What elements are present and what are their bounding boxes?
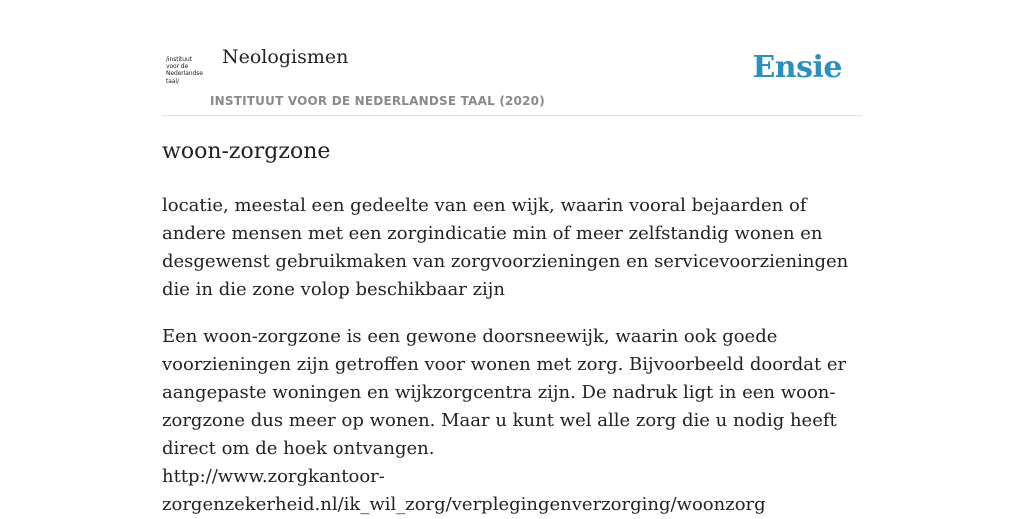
ensie-logo[interactable]: Ensie xyxy=(752,50,842,85)
source-subtitle: INSTITUUT VOOR DE NEDERLANDSE TAAL (2020) xyxy=(210,94,545,108)
example xyxy=(162,323,862,519)
ivdnt-logo[interactable] xyxy=(166,56,208,90)
definition: locatie, meestal een gedeelte van een wijk, waarin vooral bejaarden of andere mensen met een zorgindicatie min of meer zelfstandig wonen en desgewenst gebruikmaken van zorgvoorzieningen en servicevoorzieningen die in die zone volop beschikbaar zijn xyxy=(162,195,849,300)
logo-line: taal/ xyxy=(166,77,179,85)
logo-line: voor de xyxy=(166,63,189,71)
logo-line: /instituut xyxy=(166,56,192,63)
example-text: Een woon-zorgzone is een gewone doorsneewijk, waarin ook goede voorzieningen zijn getroffen voor wonen met zorg. Bijvoorbeeld doordat er aangepaste woningen en wijkzorgcentra zijn. De nadruk ligt in een woon-zorgzone dus meer op wonen. Maar u kunt wel alle zorg die u nodig heeft direct om de hoek ontvangen. xyxy=(162,326,847,459)
example-source-url[interactable]: http://www.zorgkantoor-zorgenzekerheid.nl/ik_wil_zorg/verplegingenverzorging/woonzorg xyxy=(162,466,766,515)
headword: woon-zorgzone xyxy=(162,139,331,164)
divider xyxy=(162,115,862,116)
source-title[interactable]: Neologismen xyxy=(222,46,349,68)
logo-line: Nederlandse xyxy=(166,70,203,78)
